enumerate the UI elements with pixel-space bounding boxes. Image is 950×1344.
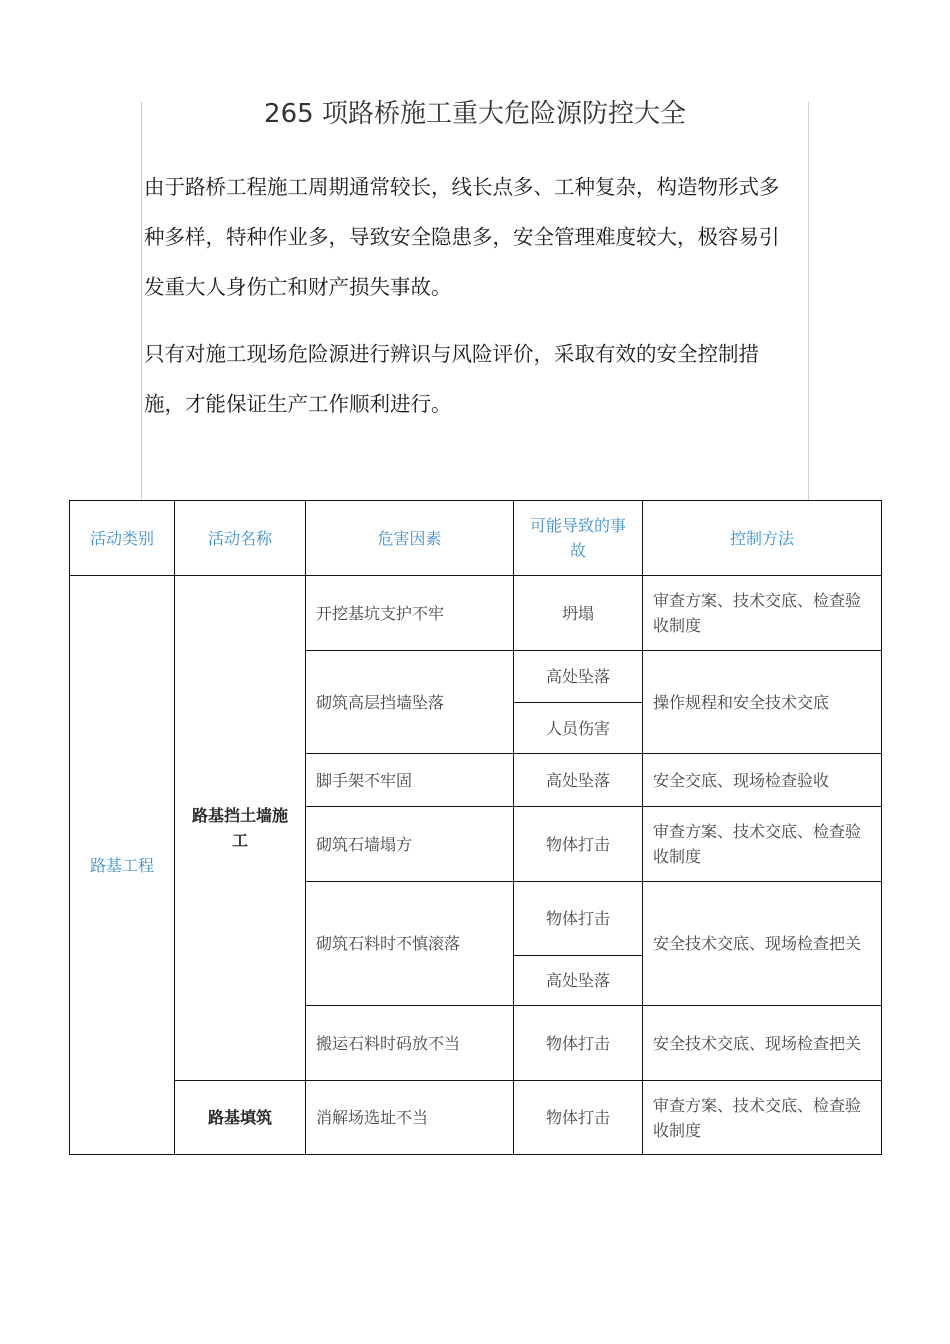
control-cell: 审查方案、技术交底、检查验收制度 [643,1081,882,1155]
hazard-cell: 搬运石料时码放不当 [306,1006,514,1081]
accident-cell: 人员伤害 [514,703,643,754]
header-control-method: 控制方法 [643,501,882,576]
table-row [70,1081,882,1155]
accident-cell: 物体打击 [514,882,643,956]
activity-cell: 路基挡土墙施工 [175,576,306,1081]
control-cell: 安全技术交底、现场检查把关 [643,1006,882,1081]
table-row [70,576,882,651]
accident-cell: 物体打击 [514,1081,643,1155]
hazard-cell: 砌筑石料时不慎滚落 [306,882,514,1006]
control-cell: 安全交底、现场检查验收 [643,754,882,807]
intro-paragraph-1: 由于路桥工程施工周期通常较长，线长点多、工种复杂，构造物形式多种多样，特种作业多，导致安全隐患多，安全管理难度较大，极容易引发重大人身伤亡和财产损失事故。 [144,175,780,299]
accident-cell: 物体打击 [514,807,643,882]
header-activity-name: 活动名称 [175,501,306,576]
table-header-row [70,501,882,576]
accident-cell: 高处坠落 [514,754,643,807]
hazard-table [69,500,882,1155]
left-frame-border [141,102,142,500]
accident-cell: 高处坠落 [514,956,643,1006]
page-title: 265 项路桥施工重大危险源防控大全 [264,99,686,129]
hazard-cell: 砌筑高层挡墙坠落 [306,651,514,754]
activity-cell: 路基填筑 [175,1081,306,1155]
hazard-cell: 消解场选址不当 [306,1081,514,1155]
hazard-cell: 砌筑石墙塌方 [306,807,514,882]
control-cell: 审查方案、技术交底、检查验收制度 [643,576,882,651]
control-cell: 审查方案、技术交底、检查验收制度 [643,807,882,882]
intro-paragraph-2: 只有对施工现场危险源进行辨识与风险评价，采取有效的安全控制措施，才能保证生产工作顺利进行。 [144,342,759,416]
right-frame-border [808,102,809,500]
header-possible-accident: 可能导致的事故 [514,501,643,576]
header-activity-category: 活动类别 [70,501,175,576]
accident-cell: 物体打击 [514,1006,643,1081]
accident-cell: 坍塌 [514,576,643,651]
hazard-cell: 脚手架不牢固 [306,754,514,807]
control-cell: 操作规程和安全技术交底 [643,651,882,754]
accident-cell: 高处坠落 [514,651,643,703]
hazard-cell: 开挖基坑支护不牢 [306,576,514,651]
control-cell: 安全技术交底、现场检查把关 [643,882,882,1006]
category-cell: 路基工程 [70,576,175,1155]
header-hazard-factor: 危害因素 [306,501,514,576]
